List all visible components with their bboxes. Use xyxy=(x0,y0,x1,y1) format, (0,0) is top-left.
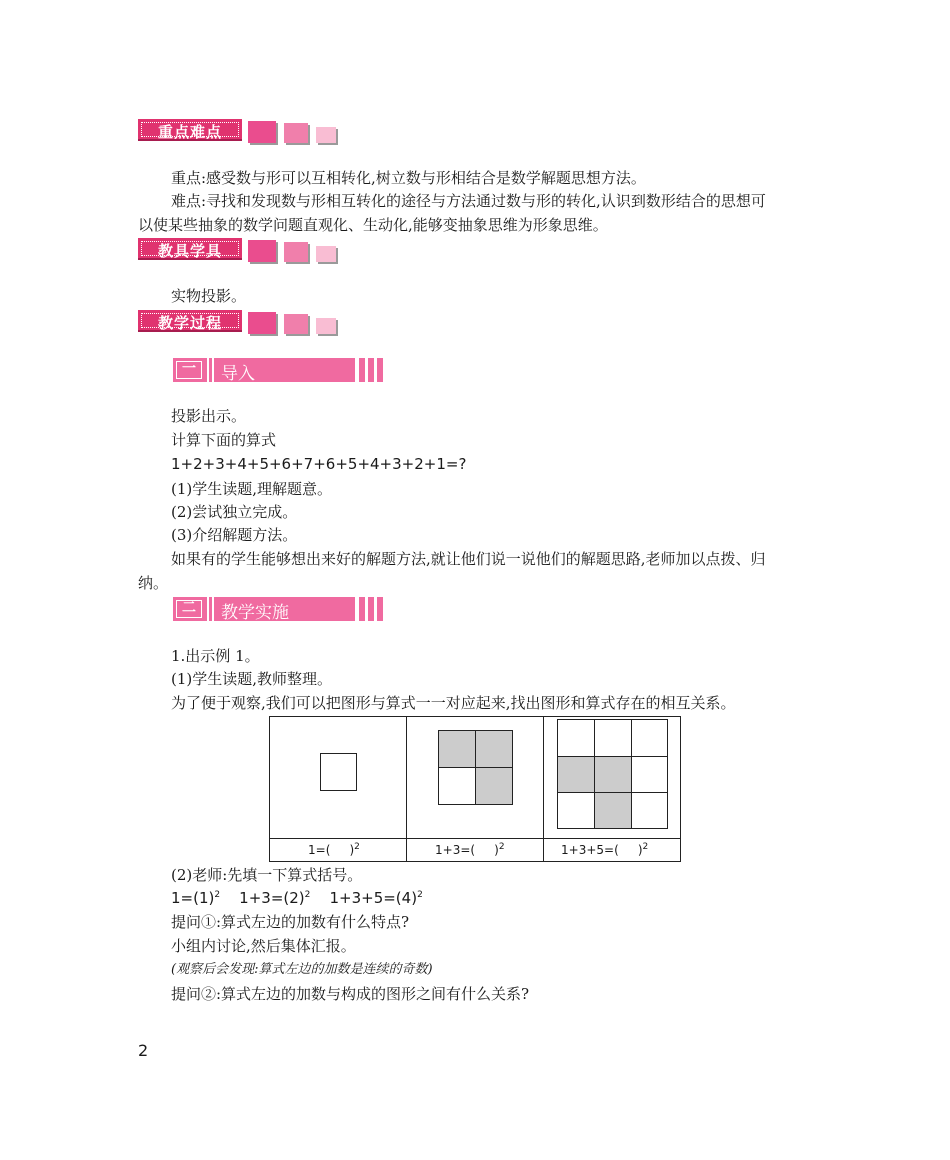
discussion-text: 小组内讨论,然后集体汇报。 xyxy=(171,937,356,955)
difficulty-text-line2: 以使某些抽象的数学问题直观化、生动化,能够变抽象思维为形象思维。 xyxy=(138,216,608,234)
page-number: 2 xyxy=(138,1041,149,1060)
square-figure-table xyxy=(269,716,681,862)
part2-line: 为了便于观察,我们可以把图形与算式一一对应起来,找出图形和算式存在的相互关系。 xyxy=(171,694,736,712)
bar-stripe xyxy=(377,597,383,621)
section-title: 教具学具 xyxy=(157,242,222,260)
part1-line: 计算下面的算式 xyxy=(171,431,277,449)
part2-line: 1.出示例 1。 xyxy=(171,647,260,665)
grid-cell xyxy=(632,720,668,757)
grid-3x3 xyxy=(557,719,668,829)
part-title: 教学实施 xyxy=(221,603,289,623)
figure-caption-1: 1=( )$^2$ xyxy=(308,842,360,857)
bar-stripe xyxy=(368,358,374,382)
decor-square xyxy=(248,121,276,143)
part-title: 导入 xyxy=(221,364,255,384)
part1-line: (3)介绍解题方法。 xyxy=(171,526,298,544)
section-badge xyxy=(138,238,242,260)
part1-line: 纳。 xyxy=(138,574,169,592)
grid-cell-shaded xyxy=(558,757,595,793)
decor-square xyxy=(316,246,336,262)
decor-square xyxy=(284,123,308,143)
grid-cell-shaded xyxy=(439,731,476,768)
section-title: 重点难点 xyxy=(157,123,222,141)
grid-cell xyxy=(321,754,357,791)
section-header-key-points xyxy=(138,119,348,143)
decor-square xyxy=(316,318,336,334)
part-number: 一 xyxy=(176,361,202,379)
grid-cell-shaded xyxy=(476,731,513,768)
part1-header xyxy=(173,358,385,382)
grid-cell-shaded xyxy=(595,793,632,829)
observation-note: (观察后会发现:算式左边的加数是连续的奇数) xyxy=(171,962,433,977)
divider xyxy=(207,358,209,382)
grid-1x1 xyxy=(320,753,357,791)
part2-header xyxy=(173,597,385,621)
section-header-teaching-process xyxy=(138,310,348,334)
caption-row-divider xyxy=(270,838,680,862)
grid-cell xyxy=(632,793,668,829)
teacher-fill-text: (2)老师:先填一下算式括号。 xyxy=(171,866,363,884)
part-number: 二 xyxy=(176,600,202,618)
equations-line: $1=(1)^2$ $1+3=(2)^2$ $1+3+5=(4)^2$ xyxy=(171,889,423,907)
question-1: 提问①:算式左边的加数有什么特点? xyxy=(171,913,410,931)
part1-line: 投影出示。 xyxy=(171,407,247,425)
section-badge xyxy=(138,310,242,332)
bar-stripe xyxy=(377,358,383,382)
grid-cell-shaded xyxy=(476,768,513,805)
decor-square xyxy=(248,312,276,334)
bar-stripe xyxy=(359,358,365,382)
teaching-aids-text: 实物投影。 xyxy=(171,287,247,305)
grid-cell xyxy=(558,793,595,829)
decor-square xyxy=(316,127,336,143)
part1-equation: 1+2+3+4+5+6+7+6+5+4+3+2+1=? xyxy=(171,455,467,473)
grid-cell xyxy=(439,768,476,805)
figure-caption-2: 1+3=( )$^2$ xyxy=(435,842,505,857)
decor-square xyxy=(284,242,308,262)
decor-square xyxy=(248,240,276,262)
bar-stripe xyxy=(359,597,365,621)
figure-caption-3: 1+3+5=( )$^2$ xyxy=(561,842,649,857)
section-header-teaching-aids xyxy=(138,238,348,262)
grid-cell xyxy=(632,757,668,793)
divider xyxy=(212,597,214,621)
divider xyxy=(212,358,214,382)
part1-line: (2)尝试独立完成。 xyxy=(171,503,298,521)
grid-cell-shaded xyxy=(595,757,632,793)
focus-text: 重点:感受数与形可以互相转化,树立数与形相结合是数学解题思想方法。 xyxy=(171,169,646,187)
section-badge xyxy=(138,119,242,141)
difficulty-text-line1: 难点:寻找和发现数与形相互转化的途径与方法通过数与形的转化,认识到数形结合的思想可 xyxy=(171,192,766,210)
question-2: 提问②:算式左边的加数与构成的图形之间有什么关系? xyxy=(171,985,530,1003)
divider xyxy=(207,597,209,621)
part1-line: 如果有的学生能够想出来好的解题方法,就让他们说一说他们的解题思路,老师加以点拨、归 xyxy=(171,550,766,568)
grid-2x2 xyxy=(438,730,513,805)
part2-line: (1)学生读题,教师整理。 xyxy=(171,670,333,688)
decor-square xyxy=(284,314,308,334)
part1-line: (1)学生读题,理解题意。 xyxy=(171,480,333,498)
grid-cell xyxy=(558,720,595,757)
grid-cell xyxy=(595,720,632,757)
bar-stripe xyxy=(368,597,374,621)
section-title: 教学过程 xyxy=(157,314,222,332)
